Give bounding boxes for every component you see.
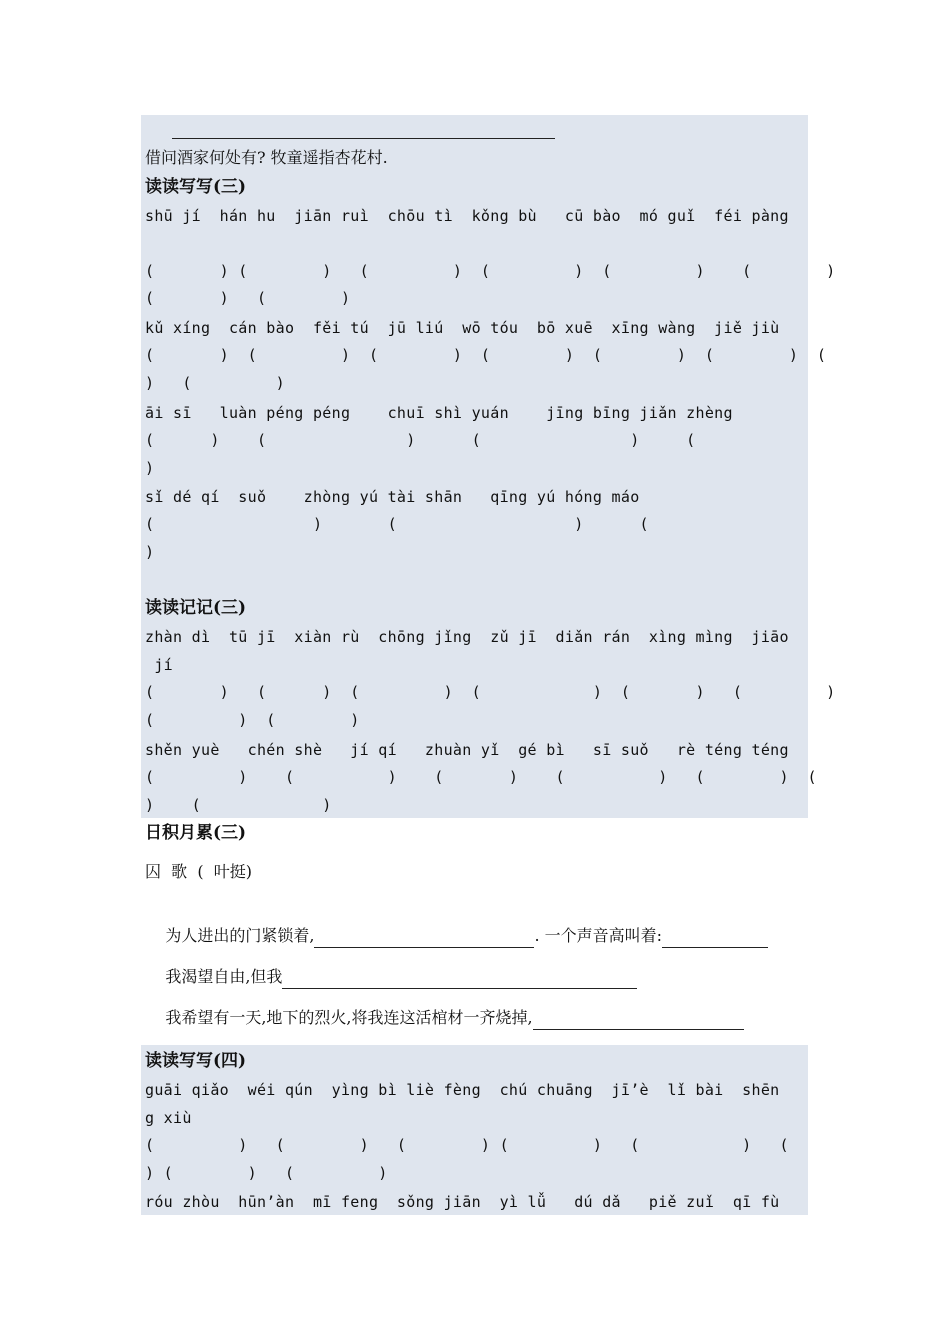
pinyin-row: jí — [145, 656, 173, 674]
bracket-row: ) ( ) — [145, 374, 285, 392]
bracket-row: ( ) ( ) ( ) ( ) ( ) ( — [145, 1136, 789, 1154]
pinyin-row: kǔ xíng cán bào fěi tú jū liú wō tóu bō xuē xīng wàng jiě jiù — [145, 319, 780, 337]
section-heading-3: 日积月累(三) — [145, 823, 247, 843]
bracket-row: ( ) ( ) — [145, 289, 351, 307]
poem-line: 借问酒家何处有? 牧童遥指杏花村. — [145, 148, 388, 167]
bracket-row: ) ( ) ( ) — [145, 1164, 388, 1182]
answer-line — [172, 138, 555, 139]
section-heading-4: 读读写写(四) — [145, 1051, 247, 1071]
bracket-row: ) ( ) — [145, 796, 332, 814]
pinyin-row: zhàn dì tū jī xiàn rù chōng jǐng zǔ jī diǎn rán xìng mìng jiāo — [145, 628, 789, 646]
poem-title: 囚 歌 ( 叶挺) — [145, 862, 253, 881]
section-heading-2: 读读记记(三) — [145, 598, 247, 618]
bracket-row: ) — [145, 543, 155, 561]
bracket-row: ( ) ( ) — [145, 711, 360, 729]
fill-line-3 — [145, 982, 744, 1054]
fill-prefix: 我渴望自由,但我 — [165, 967, 283, 986]
answer-blank[interactable] — [662, 929, 768, 948]
bracket-row: ( ) ( ) ( ) ( ) ( ) ( ) — [145, 262, 836, 280]
bracket-row: ( ) ( ) ( ) ( ) ( ) ( ) ( — [145, 346, 827, 364]
fill-prefix: 为人进出的门紧锁着, — [165, 926, 315, 945]
pinyin-row: sǐ dé qí suǒ zhòng yú tài shān qīng yú hóng máo — [145, 488, 640, 506]
pinyin-row: róu zhòu hūn’àn mī feng sǒng jiān yì lǚ dú dǎ piě zuǐ qī fù — [145, 1193, 780, 1211]
bracket-row: ( ) ( ) ( ) ( ) ( ) ( ) — [145, 683, 836, 701]
fill-prefix: 我希望有一天,地下的烈火,将我连这活棺材一齐烧掉, — [165, 1008, 533, 1027]
section-heading-1: 读读写写(三) — [145, 177, 247, 197]
bracket-row: ( ) ( ) ( — [145, 515, 649, 533]
pinyin-row: āi sī luàn péng péng chuī shì yuán jīng bīng jiǎn zhèng — [145, 404, 733, 422]
answer-blank[interactable] — [533, 1011, 744, 1030]
fill-middle: . 一个声音高叫着: — [534, 926, 663, 945]
bracket-row: ( ) ( ) ( ) ( — [145, 431, 696, 449]
pinyin-row: g xiù — [145, 1109, 192, 1127]
pinyin-row: shěn yuè chén shè jí qí zhuàn yǐ gé bì sī suǒ rè téng téng — [145, 741, 789, 759]
bracket-row: ) — [145, 459, 155, 477]
bracket-row: ( ) ( ) ( ) ( ) ( ) ( — [145, 768, 817, 786]
pinyin-row: guāi qiǎo wéi qún yìng bì liè fèng chú chuāng jī’è lǐ bài shēn — [145, 1081, 780, 1099]
pinyin-row: shū jí hán hu jiān ruì chōu tì kǒng bù cū bào mó guǐ féi pàng — [145, 207, 789, 225]
